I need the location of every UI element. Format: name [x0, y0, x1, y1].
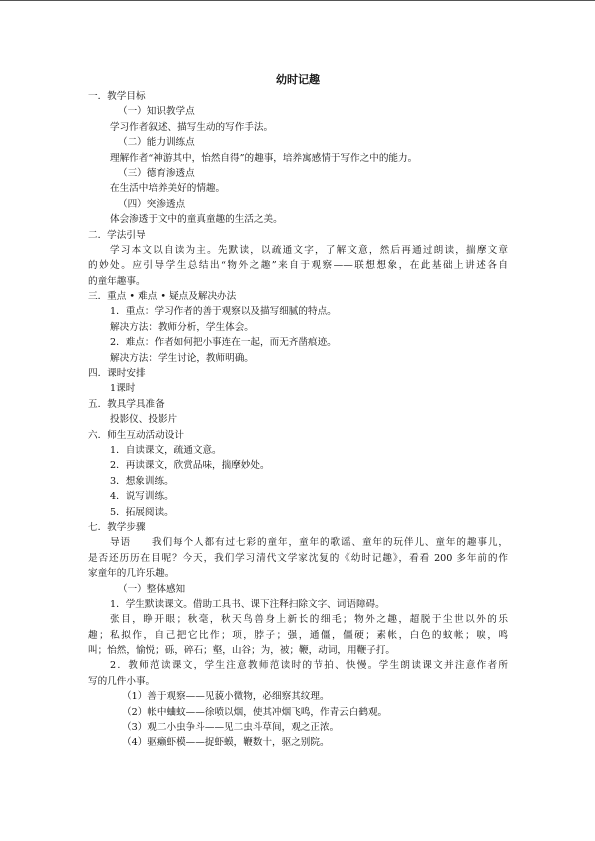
document-body: [88, 89, 508, 751]
text-line: 理解作者“神游其中，怡然自得”的趣事，培养寓感情于写作之中的能力。: [110, 152, 418, 164]
text-line: 体会渗透于文中的童真童趣的生活之美。: [110, 214, 283, 226]
text-line: 解决方法：学生讨论，教师明确。: [110, 352, 254, 364]
text-line: 1．学生默读课文。借助工具书、课下注释扫除文字、词语障碍。: [110, 598, 385, 610]
text-line: （1）善于观察——见藐小微物，必细察其纹理。: [122, 691, 330, 703]
text-line: 六．师生互动活动设计: [88, 429, 184, 441]
text-line: 2．难点：作者如何把小事连在一起，而无齐凿痕迹。: [110, 337, 337, 349]
text-line: 二．学法引导: [88, 229, 146, 241]
text-line: 趣；私拟作，自己把它比作；项，脖子；强，通僵，僵硬；素帐，白色的蚊帐；唳，鸣: [88, 629, 508, 641]
text-line: 四．课时安排: [88, 368, 146, 380]
text-line: 张目，睁开眼；秋毫，秋天鸟兽身上新长的细毛；物外之趣，超脱于尘世以外的乐: [110, 614, 508, 626]
text-line: （三）德育渗透点: [118, 167, 195, 179]
text-line: 是否还历历在目呢？今天，我们学习清代文学家沈复的《幼时记趣》，看看 200 多年前的作: [88, 552, 508, 564]
text-line: 学习作者叙述、描写生动的写作手法。: [110, 121, 274, 133]
text-line: （2）帐中蛐蚊——徐喷以烟，使其冲烟飞鸣，作青云白鹤观。: [122, 706, 388, 718]
text-line: 2．教师范读课文，学生注意教师范读时的节拍、快慢。学生朗读课文并注意作者所: [110, 660, 508, 672]
text-line: 3．想象训练。: [110, 475, 174, 487]
text-line: 的童年趣事。: [88, 275, 146, 287]
text-line: 家童年的几许乐趣。: [88, 568, 175, 580]
text-line: （四）突渗透点: [118, 198, 186, 210]
text-line: 七．教学步骤: [88, 521, 146, 533]
text-line: 叫；怡然，愉悦；砾，碎石；壑，山谷；为，被；鞭，动词，用鞭子打。: [88, 645, 395, 657]
text-line: （3）观二小虫争斗——见二虫斗草间，观之正浓。: [122, 722, 340, 734]
text-line: 一．教学目标: [88, 91, 146, 102]
text-line: 投影仪、投影片: [110, 414, 178, 426]
text-line: 学习本文以自读为主。先默读，以疏通文字，了解文意，然后再通过朗读，揣摩文章: [110, 244, 508, 256]
document-page: [88, 72, 508, 751]
text-line: 2．再读课文，欣赏品味，揣摩妙处。: [110, 460, 270, 472]
text-line: 在生活中培养美好的情趣。: [110, 183, 226, 195]
text-line: 解决方法：教师分析，学生体会。: [110, 321, 254, 333]
text-line: （一）知识教学点: [118, 106, 195, 118]
top-border-rule: [0, 0, 595, 1]
text-line: （二）能力训练点: [118, 137, 195, 149]
document-title: 幼时记趣: [276, 73, 320, 86]
text-line: 1课时: [110, 383, 136, 395]
text-line: 导语 我们每个人都有过七彩的童年，童年的歌谣、童年的玩伴儿、童年的趣事儿，: [110, 537, 508, 549]
text-line: （一）整体感知: [118, 583, 186, 595]
text-line: 4．说写训练。: [110, 491, 174, 503]
text-line: 1．自读课文，疏通文意。: [110, 444, 222, 456]
text-line: 1．重点：学习作者的善于观察以及描写细腻的特点。: [110, 306, 337, 318]
text-line: 5．拓展阅读。: [110, 506, 174, 518]
text-line: （4）驱癞虾模——捉虾蟆，鞭数十，驱之别院。: [122, 737, 330, 749]
text-line: 五．教具学具准备: [88, 398, 165, 410]
text-line: 的妙处。应引导学生总结出“物外之趣”来自于观察——联想想象，在此基础上讲述各自: [88, 260, 508, 272]
text-line: 三．重点 • 难点 • 疑点及解决办法: [88, 291, 237, 303]
text-line: 写的几件小事。: [88, 675, 156, 687]
